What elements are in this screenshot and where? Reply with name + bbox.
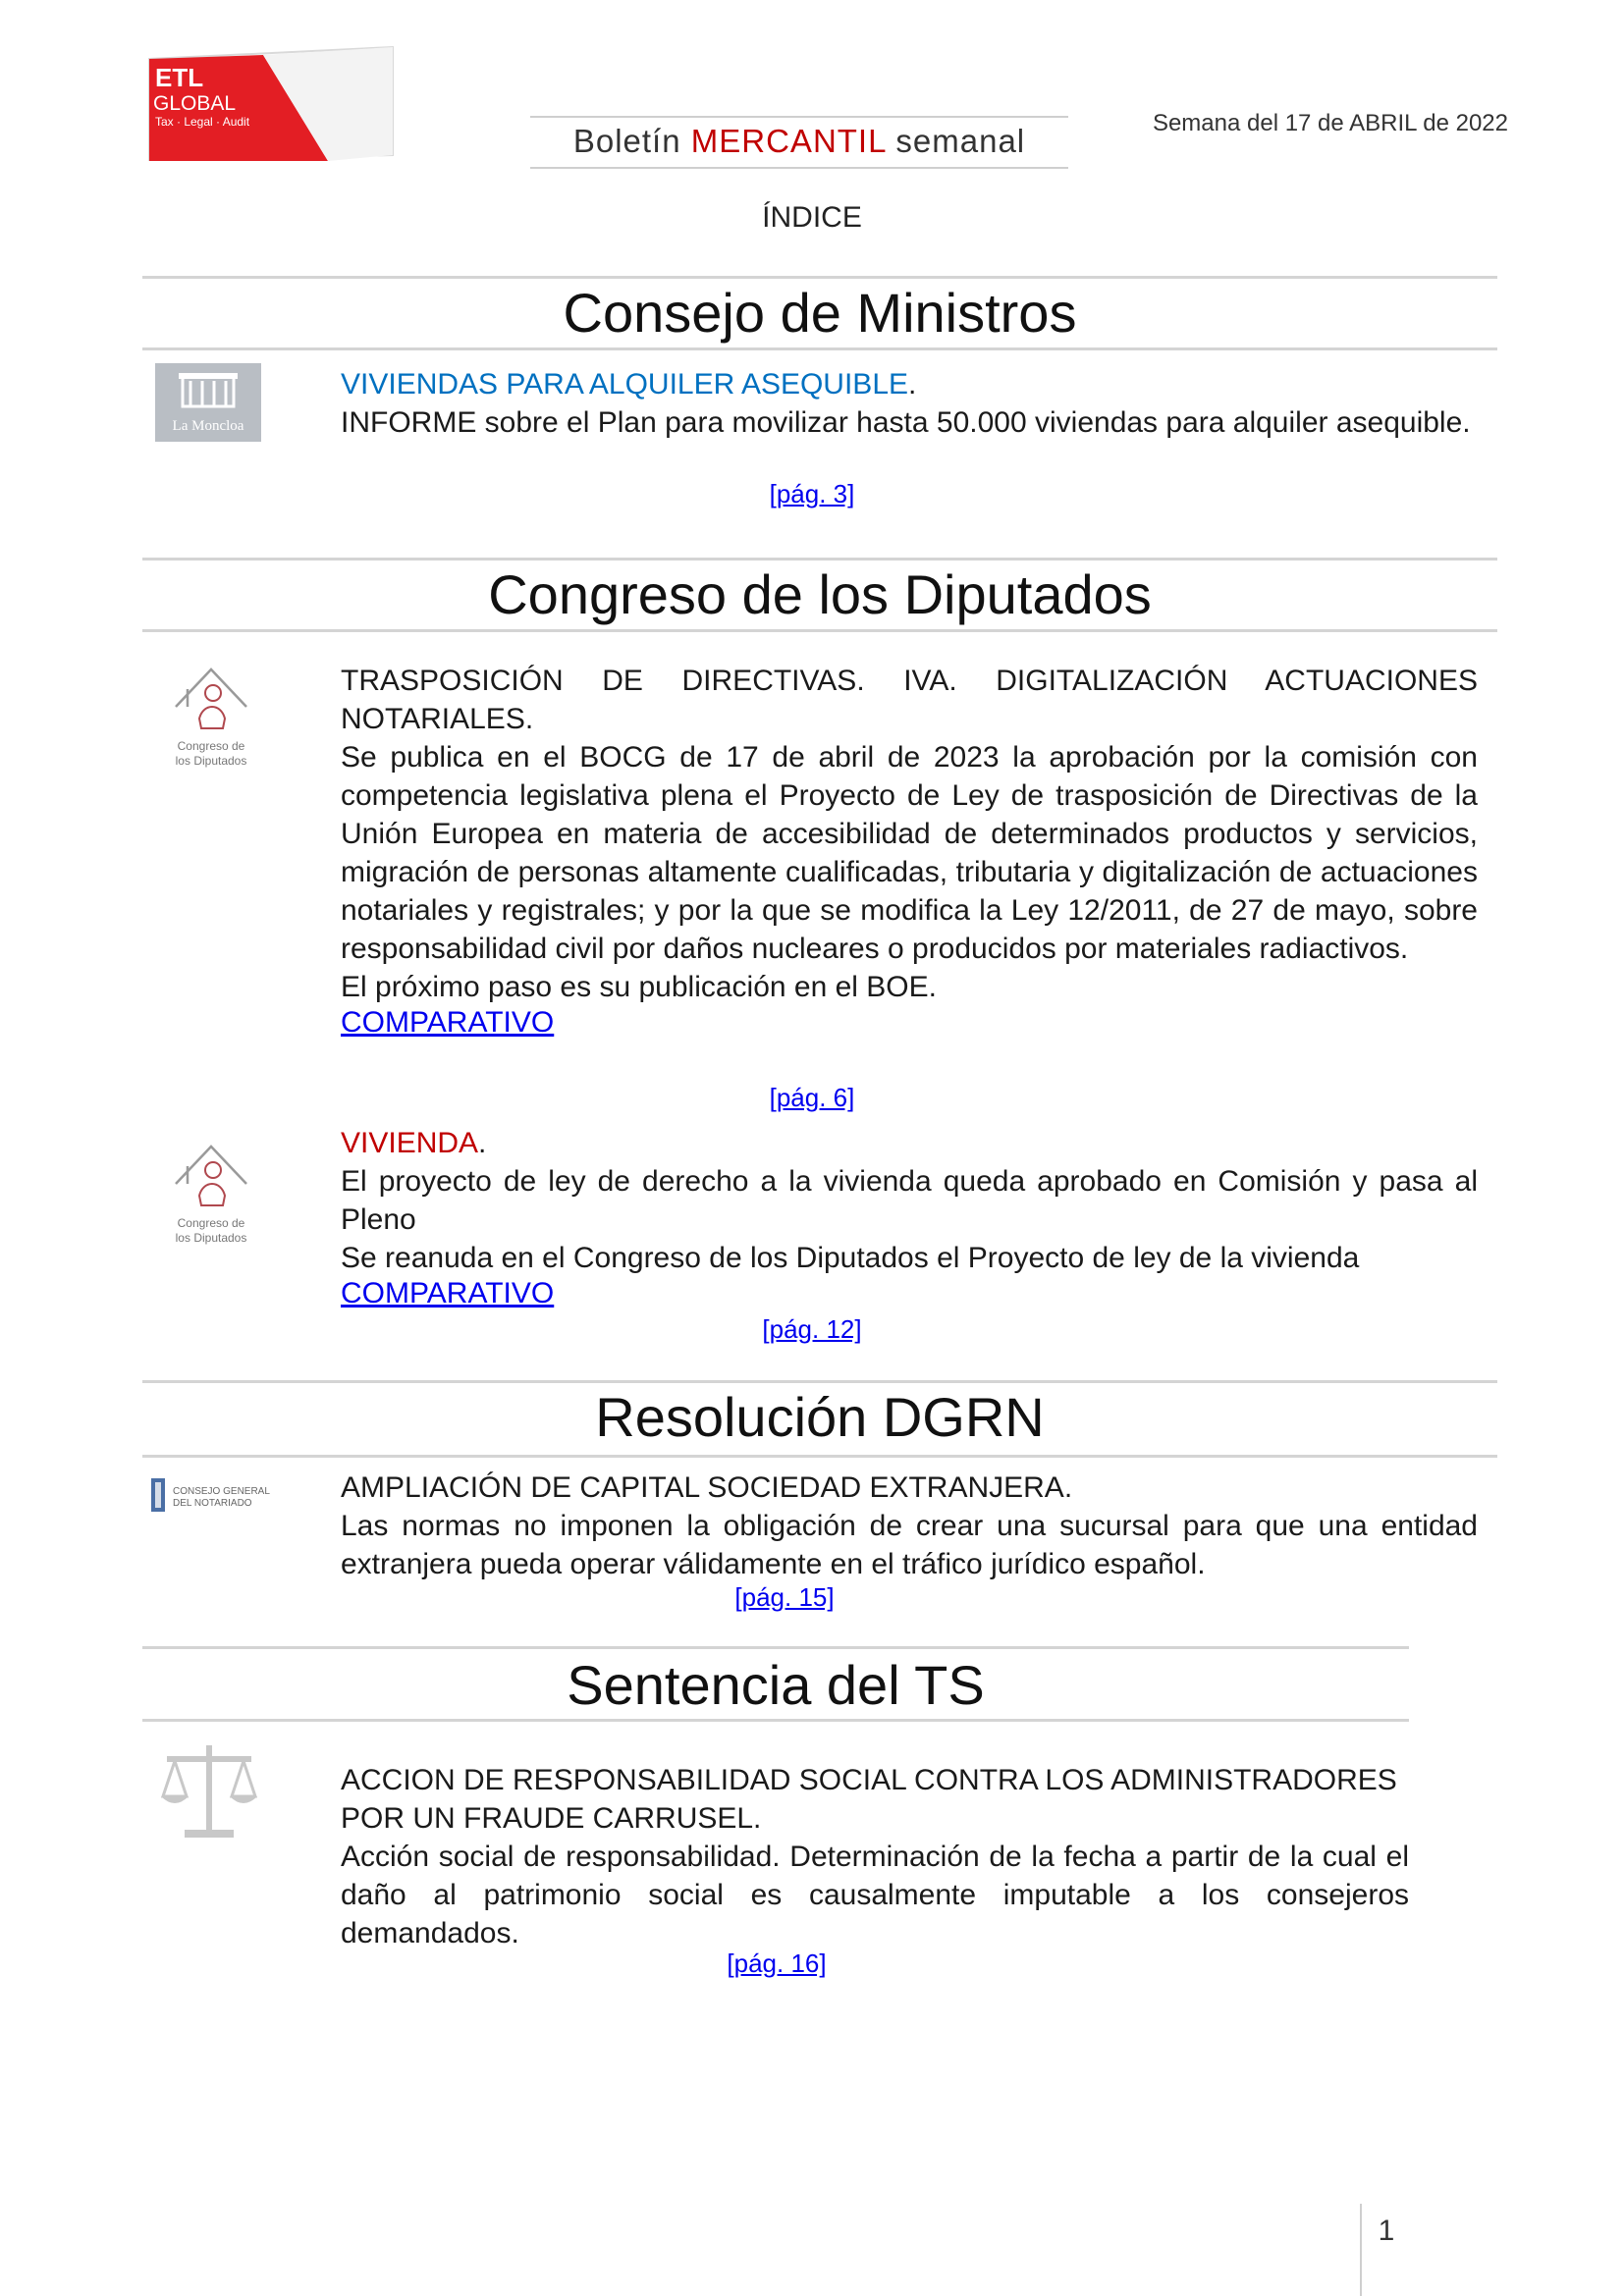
consejo-text-a: INFORME sobre el: [341, 406, 598, 439]
consejo-item-title-text: VIVIENDAS PARA ALQUILER ASEQUIBLE: [341, 368, 909, 400]
etl-global-logo: [145, 45, 401, 161]
congreso-item2-title: [341, 1124, 1478, 1162]
section-bottom-rule: [142, 629, 1497, 632]
bulletin-prefix: Boletín: [572, 123, 691, 159]
notariado-icon-label-2: DEL NOTARIADO: [173, 1498, 252, 1509]
moncloa-icon: [155, 363, 261, 442]
congreso-item1-text: Se publica en el BOCG de 17 de abril de 2023 la aprobación por la comisión con competencia legislativa plena el Proyecto de Ley de trasposición de Directivas de la Unión Europea en materia de accesibilidad de determinados productos y servicios, migración de personas altamente cualificadas, tributaria y digitalización de actuaciones notariales y registrales; y por la que se modifica la Ley 12/2011, de 27 de mayo, sobre responsabilidad civil por daños nucleares o producidos por materiales radiactivos.: [341, 741, 1478, 965]
page-number: 1: [1378, 2215, 1395, 2247]
notariado-icon: [149, 1468, 287, 1527]
dgrn-page-link[interactable]: [pág. 15]: [734, 1582, 835, 1612]
congreso-icon-label-1: Congreso de: [177, 1216, 245, 1230]
congreso-item2-page-link[interactable]: [pág. 12]: [762, 1314, 862, 1344]
consejo-item-text: [341, 403, 1478, 442]
dgrn-item-title: AMPLIACIÓN DE CAPITAL SOCIEDAD EXTRANJERA.: [341, 1471, 1073, 1504]
dgrn-item: [341, 1468, 1478, 1583]
bulletin-title: [530, 116, 1068, 169]
page-number-rule: [1360, 2204, 1362, 2296]
logo-tagline-text: Tax · Legal · Audit: [155, 115, 250, 129]
ts-page-link[interactable]: [pág. 16]: [727, 1949, 827, 1978]
congreso-icon-label-2: los Diputados: [175, 754, 247, 768]
congreso-icon-label-2: los Diputados: [175, 1231, 247, 1245]
moncloa-icon-label: La Moncloa: [172, 418, 244, 434]
section-title-congreso: Congreso de los Diputados: [488, 563, 1152, 625]
congreso-item2-comparativo-link[interactable]: COMPARATIVO: [341, 1277, 555, 1309]
congreso-item2-text2: Se reanuda en el Congreso de los Diputados el Proyecto de ley de la vivienda: [341, 1242, 1360, 1274]
week-date: Semana del 17 de ABRIL de 2022: [1152, 110, 1508, 136]
congreso-item2-title-text: VIVIENDA: [341, 1127, 479, 1159]
scales-of-justice-icon: [155, 1737, 263, 1845]
congreso-icon: [162, 1137, 260, 1253]
consejo-page-link[interactable]: [pág. 3]: [769, 479, 855, 508]
ts-item-text: Acción social de responsabilidad. Determinación de la fecha a partir de la cual el daño al patrimonio social es causalmente imputable a los consejeros demandados.: [341, 1841, 1409, 1949]
section-bottom-rule: [142, 1719, 1409, 1722]
section-title-ts: Sentencia del TS: [567, 1654, 985, 1716]
consejo-text-c: .: [1462, 406, 1471, 439]
dgrn-item-text: Las normas no imponen la obligación de crear una sucursal para que una entidad extranjera pueda operar válidamente en el tráfico jurídico español.: [341, 1510, 1478, 1580]
congreso-item1-page-link[interactable]: [pág. 6]: [769, 1083, 855, 1112]
congreso-item-1: [341, 662, 1478, 1040]
congreso-item2-title-dot: .: [478, 1127, 487, 1159]
consejo-text-b: Plan para movilizar hasta 50.000 viviendas para alquiler asequible: [597, 406, 1463, 439]
bulletin-highlight: MERCANTIL: [690, 123, 887, 159]
index-heading: ÍNDICE: [762, 201, 862, 234]
congreso-icon: [162, 660, 260, 775]
section-title-dgrn: Resolución DGRN: [595, 1386, 1045, 1448]
logo-etl-text: ETL: [155, 63, 204, 92]
congreso-item1-next: El próximo paso es su publicación en el BOE.: [341, 971, 937, 1003]
section-bottom-rule: [142, 1455, 1497, 1458]
consejo-item-title-dot: .: [908, 368, 917, 400]
ts-item-title: ACCION DE RESPONSABILIDAD SOCIAL CONTRA LOS ADMINISTRADORES POR UN FRAUDE CARRUSEL.: [341, 1764, 1397, 1835]
congreso-item1-comparativo-link[interactable]: COMPARATIVO: [341, 1006, 555, 1039]
section-top-rule: [142, 1646, 1409, 1649]
section-title-consejo: Consejo de Ministros: [563, 282, 1077, 344]
bulletin-suffix: semanal: [886, 123, 1026, 159]
congreso-item2-text1: El proyecto de ley de derecho a la vivienda queda aprobado en Comisión y pasa al Pleno: [341, 1165, 1478, 1236]
ts-item: [341, 1761, 1409, 1952]
section-bottom-rule: [142, 347, 1497, 350]
consejo-item-title: [341, 365, 1478, 403]
congreso-icon-label-1: Congreso de: [177, 739, 245, 753]
congreso-item-2: [341, 1124, 1478, 1310]
consejo-item: [341, 365, 1478, 442]
notariado-icon-label-1: CONSEJO GENERAL: [173, 1486, 270, 1497]
logo-global-text: GLOBAL: [153, 92, 237, 115]
congreso-item1-title: TRASPOSICIÓN DE DIRECTIVAS. IVA. DIGITALIZACIÓN ACTUACIONES NOTARIALES.: [341, 665, 1478, 735]
